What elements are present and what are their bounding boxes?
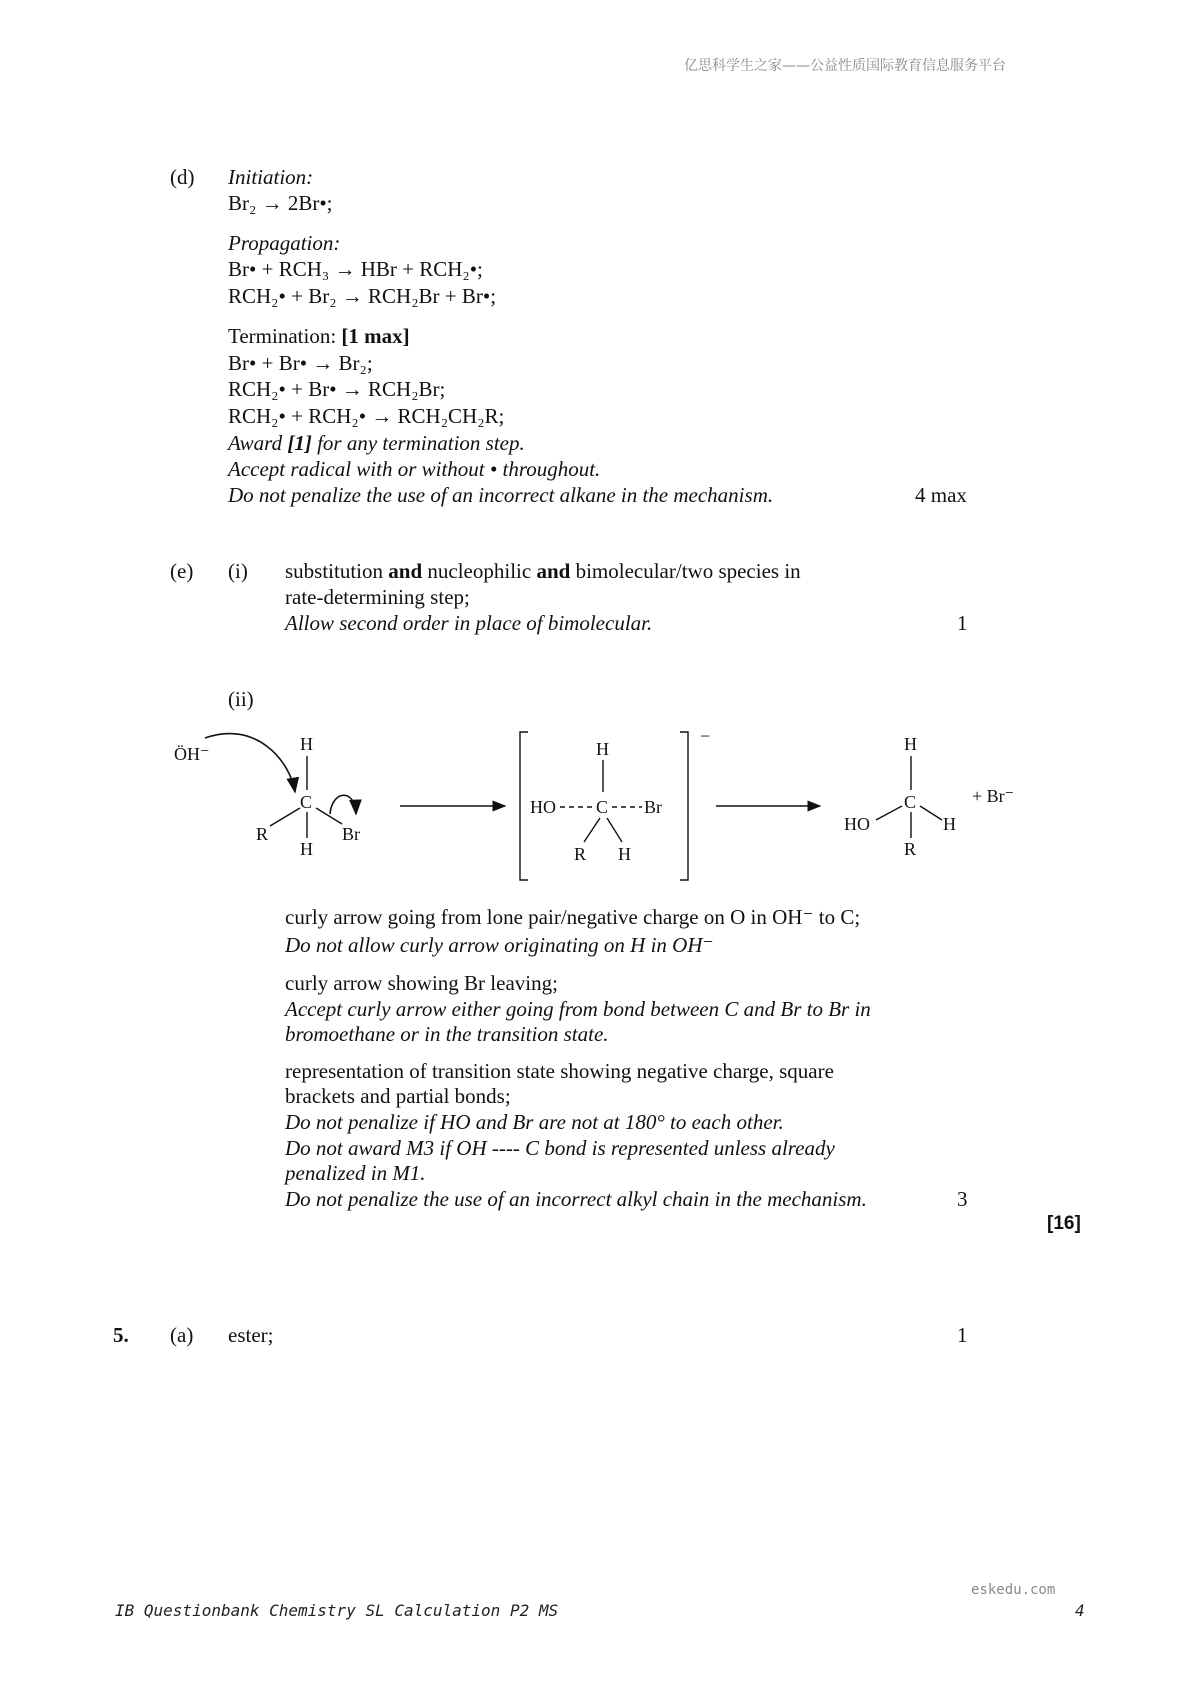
product-h-top: H (904, 734, 917, 754)
hydroxide-nucleophile: ÖH⁻ (174, 744, 210, 764)
propagation-equation-2: RCH₂• + Br₂ → RCH₂Br + Br•; (228, 284, 497, 308)
ii-point3-line2: brackets and partial bonds; (285, 1084, 511, 1108)
termination-equation-1: Br• + Br• → Br₂; (228, 351, 373, 375)
ii-point2-note2: bromoethane or in the transition state. (285, 1022, 609, 1046)
ii-point1-line: curly arrow going from lone pair/negative charge on O in OH⁻ to C; (285, 905, 861, 929)
ts-bond-c-r (584, 818, 600, 842)
part-e-i-marks: 1 (957, 611, 968, 635)
termination-note-award: Award [1] for any termination step. (228, 431, 525, 455)
reactant-h-top: H (300, 734, 313, 754)
radical-note: Accept radical with or without • throughout. (228, 457, 601, 481)
footer-title: IB Questionbank Chemistry SL Calculation P2 MS (115, 1601, 559, 1620)
part-d-label: (d) (170, 165, 195, 189)
ts-ho: HO (530, 797, 556, 817)
initiation-heading: Initiation: (228, 165, 314, 189)
header-banner: 亿思科学生之家——公益性质国际教育信息服务平台 (684, 58, 1006, 74)
question-5-number: 5. (113, 1323, 129, 1347)
ts-r: R (574, 844, 587, 864)
bromide-ion: + Br⁻ (972, 786, 1015, 806)
product-bond-c-o (876, 806, 902, 820)
ts-h-bottom: H (618, 844, 631, 864)
ii-point2-line: curly arrow showing Br leaving; (285, 971, 558, 995)
product-ho: HO (844, 814, 870, 834)
termination-max: [1 max] (341, 324, 410, 348)
part-d-marks: 4 max (915, 483, 967, 507)
ts-carbon: C (596, 797, 609, 817)
ts-left-bracket (520, 732, 528, 880)
ii-point3-note2: Do not award M3 if OH ---- C bond is represented unless already (285, 1136, 835, 1160)
question-total-marks: [16] (1047, 1213, 1081, 1234)
initiation-equation: Br₂ → 2Br•; (228, 191, 333, 215)
bond-c-r (270, 808, 300, 826)
ts-br: Br (644, 797, 662, 817)
part-e-label: (e) (170, 559, 194, 583)
footer-site: eskedu.com (971, 1582, 1056, 1598)
part-e-i-note: Allow second order in place of bimolecular. (285, 611, 653, 635)
termination-equation-3: RCH₂• + RCH₂• → RCH₂CH₂R; (228, 404, 505, 428)
reactant-r: R (256, 824, 269, 844)
part-e-i-answer-line1: substitution and nucleophilic and bimolecular/two species in (285, 559, 801, 583)
part-e-ii-marks: 3 (957, 1187, 968, 1211)
reactant-h-bottom: H (300, 839, 313, 859)
ts-bond-c-h-bottom (607, 818, 622, 842)
ts-negative-charge: − (700, 726, 711, 746)
ii-point2-note1: Accept curly arrow either going from bond between C and Br to Br in (285, 997, 871, 1021)
reactant-br: Br (342, 824, 360, 844)
product-r: R (904, 839, 917, 859)
ii-point3-line1: representation of transition state showing negative charge, square (285, 1059, 834, 1083)
question-5-answer: ester; (228, 1323, 274, 1347)
ii-point3-note4: Do not penalize the use of an incorrect alkyl chain in the mechanism. (285, 1187, 867, 1211)
part-e-ii-label: (ii) (228, 687, 254, 711)
question-5-marks: 1 (957, 1323, 968, 1347)
termination-heading: Termination: (228, 324, 337, 348)
alkane-note: Do not penalize the use of an incorrect alkane in the mechanism. (228, 483, 774, 507)
reactant-carbon: C (300, 792, 313, 812)
propagation-heading: Propagation: (228, 231, 341, 255)
page-number: 4 (1075, 1601, 1085, 1620)
ts-h-top: H (596, 739, 609, 759)
part-e-i-answer-line2: rate-determining step; (285, 585, 470, 609)
termination-equation-2: RCH₂• + Br• → RCH₂Br; (228, 377, 446, 401)
product-h-right: H (943, 814, 956, 834)
part-e-i-label: (i) (228, 559, 248, 583)
termination-heading-line (228, 323, 410, 349)
sn2-mechanism-diagram (160, 720, 1060, 900)
ii-point3-note1: Do not penalize if HO and Br are not at 180° to each other. (285, 1110, 784, 1134)
propagation-equation-1: Br• + RCH₃ → HBr + RCH₂•; (228, 257, 483, 281)
ii-point3-note3: penalized in M1. (285, 1161, 426, 1185)
bond-c-br (316, 808, 342, 824)
question-5-part-a-label: (a) (170, 1323, 194, 1347)
product-carbon: C (904, 792, 917, 812)
curly-arrow-nucleophile (205, 734, 295, 792)
ii-point1-note: Do not allow curly arrow originating on H in OH⁻ (285, 933, 714, 957)
curly-arrow-br-leaving (330, 795, 356, 814)
product-bond-c-h-right (920, 806, 942, 820)
ts-right-bracket (680, 732, 688, 880)
